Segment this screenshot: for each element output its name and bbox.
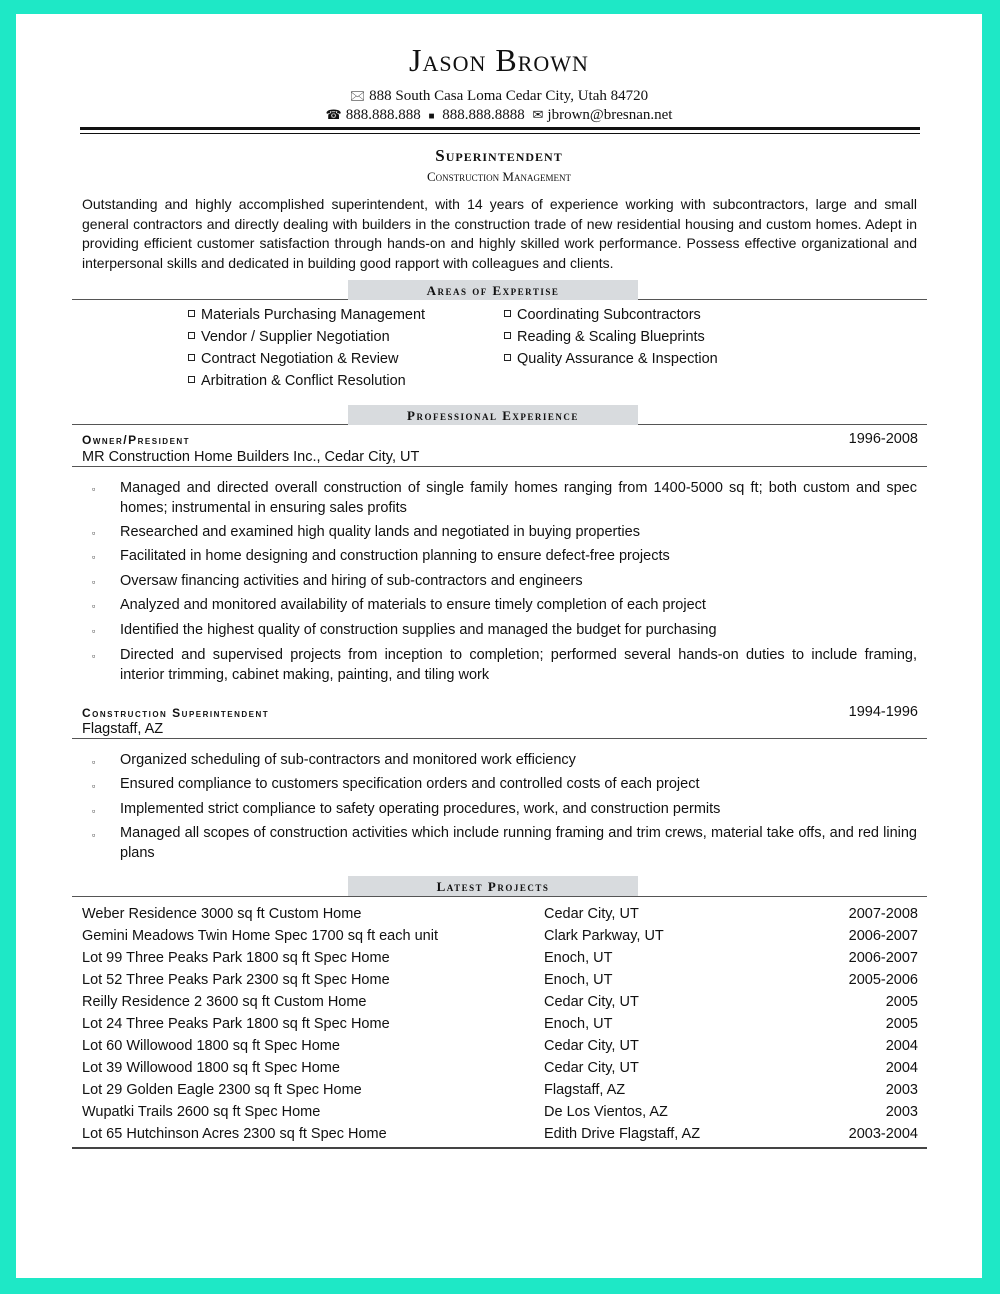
checkbox-icon xyxy=(188,310,195,317)
project-row: Lot 29 Golden Eagle 2300 sq ft Spec Home Flagstaff, AZ 2003 xyxy=(82,1082,918,1098)
job-bullet: Identified the highest quality of construction supplies and managed the budget for purchasing xyxy=(120,622,717,638)
bullet-icon: ▫ xyxy=(92,781,96,791)
job-target-title: Superintendent xyxy=(435,146,563,165)
candidate-name: Jason Brown xyxy=(409,42,589,78)
header-divider-thin xyxy=(80,133,920,134)
job-bullet: Analyzed and monitored availability of materials to ensure timely completion of each project xyxy=(120,597,706,613)
envelope-icon: ✉ xyxy=(532,107,544,122)
job-company: MR Construction Home Builders Inc., Cedar City, UT xyxy=(82,449,420,465)
bullet-icon: ▫ xyxy=(92,484,96,494)
address-text: 888 South Casa Loma Cedar City, Utah 84720 xyxy=(369,88,649,104)
job-bullet: Managed and directed overall construction of single family homes ranging from 1400-5000 sq ft; both custom and spec homes; instrumental in ensuring sales profits xyxy=(120,480,917,516)
project-row: Lot 39 Willowood 1800 sq ft Spec Home Cedar City, UT 2004 xyxy=(82,1060,918,1076)
project-row: Lot 60 Willowood 1800 sq ft Spec Home Cedar City, UT 2004 xyxy=(82,1038,918,1054)
separator-dot: ■ xyxy=(428,111,435,122)
bullet-icon: ▫ xyxy=(92,577,96,587)
job-bullet: Directed and supervised projects from inception to completion; performed several hands-on duties to include framing, interior trimming, cabinet making, painting, and tiling work xyxy=(120,647,917,683)
job-title: Construction Superintendent xyxy=(82,706,270,720)
checkbox-icon xyxy=(188,354,195,361)
project-row: Lot 65 Hutchinson Acres 2300 sq ft Spec Home Edith Drive Flagstaff, AZ 2003-2004 xyxy=(82,1126,918,1142)
project-row: Weber Residence 3000 sq ft Custom Home Cedar City, UT 2007-2008 xyxy=(82,906,918,922)
contact-line xyxy=(16,107,982,124)
checkbox-icon xyxy=(188,376,195,383)
expertise-item: Contract Negotiation & Review xyxy=(188,351,398,367)
bullet-icon: ▫ xyxy=(92,830,96,840)
bullet-icon: ▫ xyxy=(92,626,96,636)
project-row: Lot 52 Three Peaks Park 2300 sq ft Spec Home Enoch, UT 2005-2006 xyxy=(82,972,918,988)
phone-primary: 888.888.888 xyxy=(345,107,421,123)
mail-icon: 🖂 xyxy=(349,88,366,103)
expertise-item: Reading & Scaling Blueprints xyxy=(504,329,705,345)
job-years: 1996-2008 xyxy=(848,431,918,447)
project-row: Lot 24 Three Peaks Park 1800 sq ft Spec Home Enoch, UT 2005 xyxy=(82,1016,918,1032)
project-row: Gemini Meadows Twin Home Spec 1700 sq ft each unit Clark Parkway, UT 2006-2007 xyxy=(82,928,918,944)
job-bullet: Implemented strict compliance to safety operating procedures, work, and construction permits xyxy=(120,801,721,817)
experience-heading: Professional Experience xyxy=(348,405,638,425)
job-target-subtitle: Construction Management xyxy=(427,169,571,184)
projects-bottom-rule xyxy=(72,1147,927,1149)
summary-paragraph: Outstanding and highly accomplished superintendent, with 14 years of experience working with subcontractors, large and small general contractors and directly dealing with builders in the construction trade of new residential housing and custom homes. Adept in providing efficient customer satisfaction through hands-on and highly skilled work performance. Possess effective organizational and interpersonal skills and dedicated in building good rapport with colleagues and clients. xyxy=(82,196,917,271)
bullet-icon: ▫ xyxy=(92,757,96,767)
bullet-icon: ▫ xyxy=(92,552,96,562)
job-title: Owner/President xyxy=(82,433,191,447)
phone-icon: ☎ xyxy=(325,107,342,122)
project-row: Lot 99 Three Peaks Park 1800 sq ft Spec Home Enoch, UT 2006-2007 xyxy=(82,950,918,966)
bullet-icon: ▫ xyxy=(92,528,96,538)
job-bullet: Oversaw financing activities and hiring of sub-contractors and engineers xyxy=(120,573,583,589)
job-company: Flagstaff, AZ xyxy=(82,721,164,737)
job-divider xyxy=(72,738,927,739)
job-bullet: Ensured compliance to customers specification orders and controlled costs of each project xyxy=(120,776,700,792)
expertise-item: Materials Purchasing Management xyxy=(188,307,425,323)
header-divider-thick xyxy=(80,127,920,130)
bullet-icon: ▫ xyxy=(92,651,96,661)
job-bullet: Organized scheduling of sub-contractors and monitored work efficiency xyxy=(120,752,576,768)
job-bullet: Managed all scopes of construction activities which include running framing and trim crews, material take offs, and red lining plans xyxy=(120,825,917,861)
expertise-item: Arbitration & Conflict Resolution xyxy=(188,373,406,389)
job-years: 1994-1996 xyxy=(848,704,918,720)
projects-section-line xyxy=(72,896,927,897)
checkbox-icon xyxy=(188,332,195,339)
checkbox-icon xyxy=(504,354,511,361)
phone-secondary: 888.888.8888 xyxy=(442,107,525,123)
project-row: Reilly Residence 2 3600 sq ft Custom Home Cedar City, UT 2005 xyxy=(82,994,918,1010)
project-row: Wupatki Trails 2600 sq ft Spec Home De Los Vientos, AZ 2003 xyxy=(82,1104,918,1120)
projects-heading: Latest Projects xyxy=(348,876,638,896)
expertise-item: Quality Assurance & Inspection xyxy=(504,351,718,367)
job-bullet: Facilitated in home designing and construction planning to ensure defect-free projects xyxy=(120,548,670,564)
checkbox-icon xyxy=(504,310,511,317)
bullet-icon: ▫ xyxy=(92,806,96,816)
address-line xyxy=(16,87,982,109)
expertise-heading: Areas of Expertise xyxy=(348,280,638,300)
email-link[interactable]: jbrown@bresnan.net xyxy=(547,107,673,123)
expertise-item: Vendor / Supplier Negotiation xyxy=(188,329,390,345)
checkbox-icon xyxy=(504,332,511,339)
job-divider xyxy=(72,466,927,467)
expertise-item: Coordinating Subcontractors xyxy=(504,307,701,323)
resume-page xyxy=(16,14,982,1278)
job-bullet: Researched and examined high quality lands and negotiated in buying properties xyxy=(120,524,640,540)
bullet-icon: ▫ xyxy=(92,601,96,611)
